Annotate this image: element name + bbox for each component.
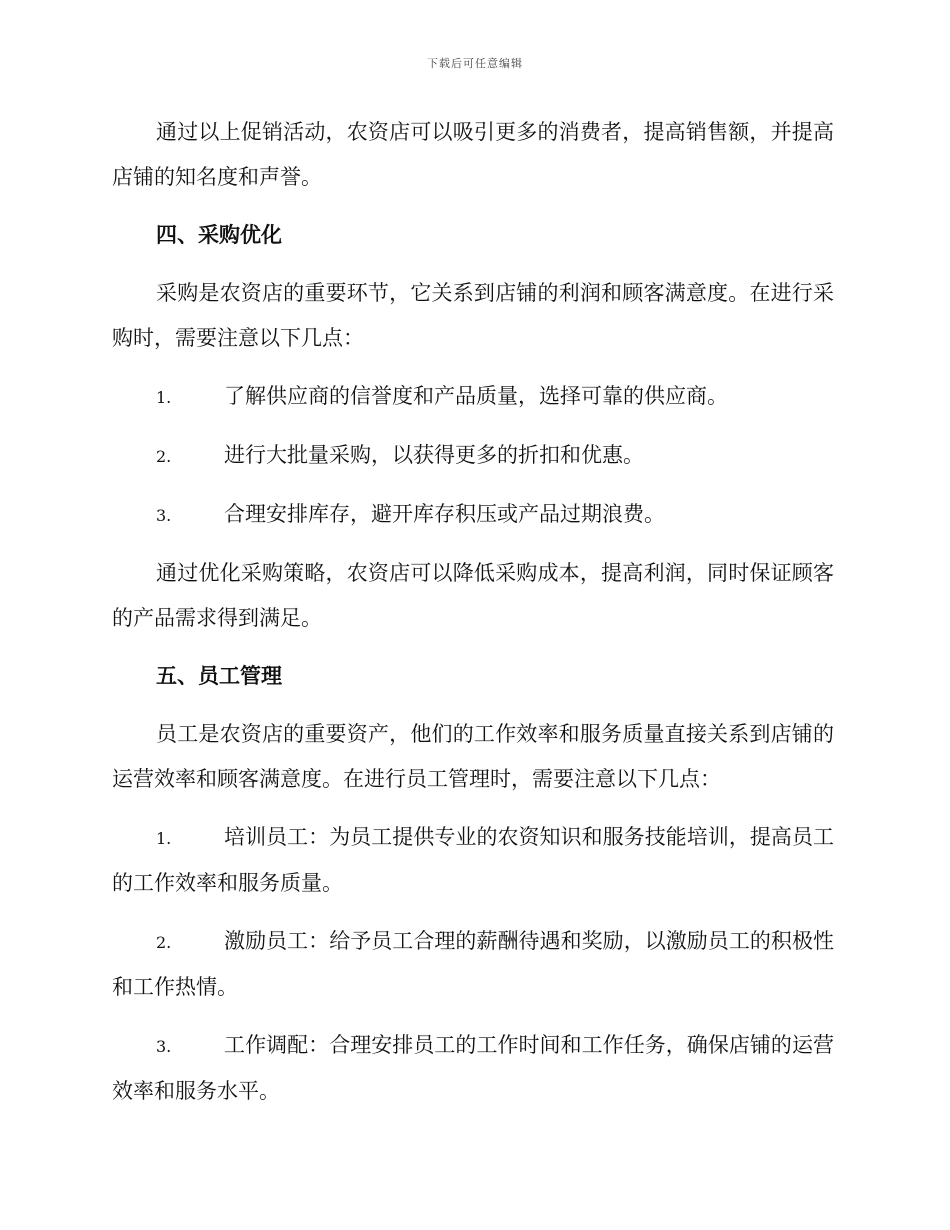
paragraph-purchasing-summary: 通过优化采购策略，农资店可以降低采购成本，提高利润，同时保证顾客的产品需求得到满足。 (112, 561, 834, 630)
list-item (112, 815, 834, 906)
list-number: 1. (156, 829, 172, 848)
list-item (112, 1023, 834, 1114)
section-heading-purchasing: 四、采购优化 (156, 223, 282, 247)
list-item (112, 492, 834, 538)
paragraph-staff-intro: 员工是农资店的重要资产，他们的工作效率和服务质量直接关系到店铺的运营效率和顾客满意度。在进行员工管理时，需要注意以下几点： (112, 722, 834, 791)
list-item (112, 374, 834, 420)
list-item-text: 工作调配：合理安排员工的工作时间和工作任务，确保店铺的运营效率和服务水平。 (112, 1033, 834, 1103)
list-item (112, 919, 834, 1010)
list-number: 2. (156, 447, 172, 466)
list-item-text: 培训员工：为员工提供专业的农资知识和服务技能培训，提高员工的工作效率和服务质量。 (112, 825, 834, 895)
list-item-text: 进行大批量采购，以获得更多的折扣和优惠。 (224, 443, 644, 467)
paragraph-promotion-summary: 通过以上促销活动，农资店可以吸引更多的消费者，提高销售额，并提高店铺的知名度和声誉。 (112, 120, 834, 189)
list-item-text: 激励员工：给予员工合理的薪酬待遇和奖励，以激励员工的积极性和工作热情。 (112, 929, 834, 999)
document-body (112, 110, 834, 1127)
section-heading-staff: 五、员工管理 (156, 664, 282, 688)
list-item (112, 433, 834, 479)
paragraph-purchasing-intro: 采购是农资店的重要环节，它关系到店铺的利润和顾客满意度。在进行采购时，需要注意以下几点： (112, 281, 834, 350)
list-item-text: 合理安排库存，避开库存积压或产品过期浪费。 (224, 502, 665, 526)
list-number: 2. (156, 933, 172, 952)
header-note: 下载后可任意编辑 (427, 57, 523, 70)
list-number: 1. (156, 388, 172, 407)
list-number: 3. (156, 1037, 172, 1056)
list-number: 3. (156, 506, 172, 525)
list-item-text: 了解供应商的信誉度和产品质量，选择可靠的供应商。 (224, 384, 728, 408)
